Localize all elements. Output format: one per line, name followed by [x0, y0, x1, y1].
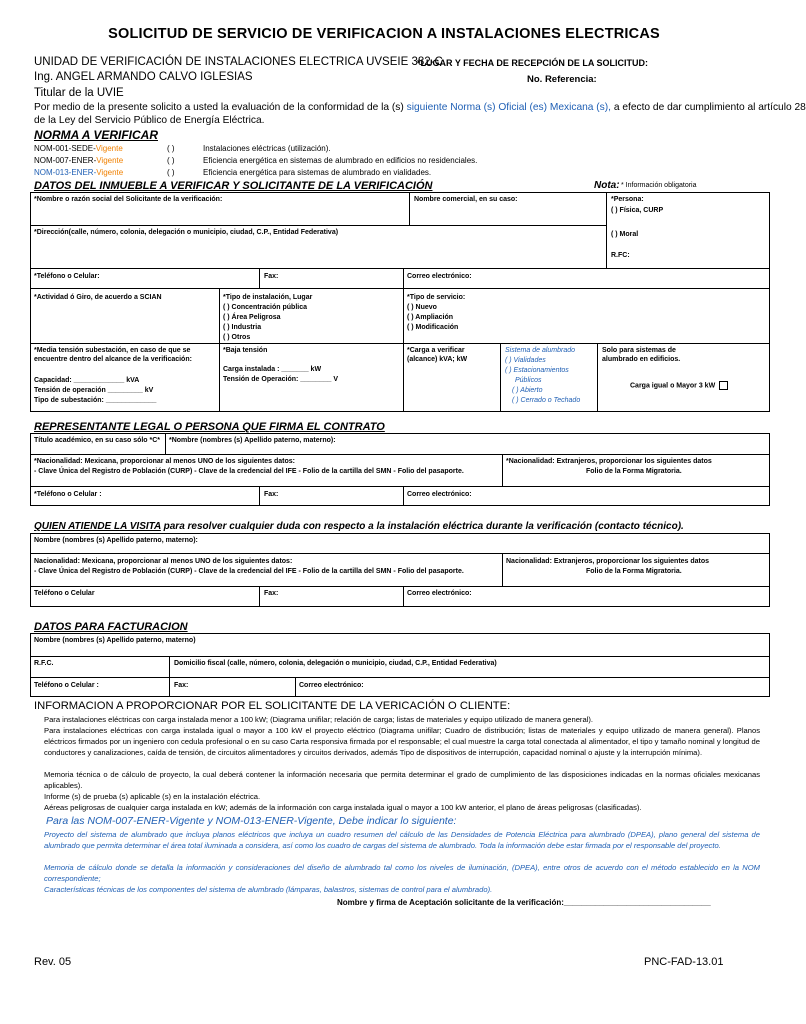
forma-migratoria-field[interactable]: Folio de la Forma Migratoria.: [586, 568, 682, 575]
tipo-serv-option[interactable]: ( ) Modificación: [407, 324, 459, 331]
norma-row-3: [34, 168, 123, 177]
norma-vigente: Vigente: [95, 144, 123, 153]
persona-moral-option[interactable]: ( ) Moral: [611, 231, 639, 238]
nacionalidad-extranjera-label: Nacionalidad: Extranjeros, proporcionar los siguientes datos: [506, 558, 710, 565]
fax-facturacion-field[interactable]: Fax:: [174, 682, 189, 689]
carga-mayor-checkbox[interactable]: [719, 381, 728, 390]
sist-option-cerrado[interactable]: ( ) Cerrado o Techado: [512, 397, 581, 404]
norma-row-1: [34, 144, 123, 153]
info-paragraph-2: Para instalaciones eléctricas con carga instalada igual o mayor a 100 kW el proyecto eléctrico (Diagrama unifilar; Cuadro de distribución; listas de materiales y equipo utilizado de manera general). Planos eléctricos firmados por un ingeniero con cedula profesional o en su caso Carta responsiva firmada por el responsable; el cual muestre la carga total conectada al alimentador, el tipo y tamaño nominal y longitud de conductores y canalizaciones, caída de tensión, de circuitos alimentadores y circuitos derivados, además Tipo de dispositivos de interrupción, capacidad nominal o ajuste y la interrupción mínima).: [44, 726, 760, 757]
info-paragraph-4: Informe (s) de prueba (s) aplicable (s) en la instalación eléctrica.: [44, 792, 261, 801]
referencia-label: No. Referencia:: [527, 74, 597, 85]
norma-row-2: [34, 156, 123, 165]
nombre-comercial-field[interactable]: Nombre comercial, en su caso:: [414, 196, 518, 203]
intro-text: Por medio de la presente solicito a usted la evaluación de la conformidad de la (s) siguiente Norma (s) Oficial (es) Mexicana (s), a efecto de dar cumplimiento al artículo 28: [34, 102, 806, 113]
titulo-academico-field[interactable]: Título académico, en su caso sólo *C*: [34, 437, 161, 444]
nombre-contacto-field[interactable]: Nombre (nombres (s) Apellido paterno, materno):: [34, 537, 198, 544]
info-paragraph-3: Memoria técnica o de cálculo de proyecto, la cual deberá contener la información necesaria que permita determinar el grado de cumplimiento de las disposiciones indicadas en la normas oficiales mexicanas aplicables).: [44, 770, 760, 790]
nombre-facturacion-field[interactable]: Nombre (nombres (s) Apellido paterno, materno): [34, 637, 196, 644]
tipo-inst-option[interactable]: ( ) Industria: [223, 324, 262, 331]
carga-instalada-field[interactable]: Carga instalada : _______ kW: [223, 366, 322, 373]
media-tension-label-2: encuentre dentro del alcance de la verificación:: [34, 356, 192, 363]
tipo-instalacion-label: *Tipo de instalación, Lugar: [223, 294, 313, 301]
norma-desc-2: Eficiencia energética en sistemas de alumbrado en edificios no residenciales.: [203, 156, 478, 165]
informacion-heading: INFORMACION A PROPORCIONAR POR EL SOLICITANTE DE LA VERICACIÓN O CLIENTE:: [34, 700, 511, 712]
fax-representante-field[interactable]: Fax:: [264, 491, 279, 498]
titular-label: Titular de la UVIE: [34, 87, 124, 99]
form-code-label: PNC-FAD-13.01: [644, 956, 724, 968]
ingeniero-name: Ing. ANGEL ARMANDO CALVO IGLESIAS: [34, 71, 253, 83]
sist-option-vialidades[interactable]: ( ) Vialidades: [505, 357, 546, 364]
nombre-representante-field[interactable]: *Nombre (nombres (s) Apellido paterno, materno):: [169, 437, 336, 444]
facturacion-heading: DATOS PARA FACTURACION: [34, 621, 188, 633]
baja-tension-label: *Baja tensión: [223, 347, 268, 354]
tipo-inst-option[interactable]: ( ) Área Peligrosa: [223, 314, 281, 321]
tipo-inst-option[interactable]: ( ) Concentración pública: [223, 304, 308, 311]
representante-heading: REPRESENTANTE LEGAL O PERSONA QUE FIRMA EL CONTRATO: [34, 421, 385, 433]
telefono-field[interactable]: *Teléfono o Celular:: [34, 273, 100, 280]
norma-code: NOM-007-ENER-: [34, 156, 97, 165]
correo-field[interactable]: Correo electrónico:: [407, 273, 472, 280]
visita-heading: QUIEN ATIENDE LA VISITA para resolver cualquier duda con respecto a la instalación eléctrica durante la verificación (contacto técnico).: [34, 521, 684, 532]
norma-desc-3: Eficiencia energética para sistemas de alumbrado en vialidades.: [203, 168, 432, 177]
telefono-representante-field[interactable]: *Teléfono o Celular :: [34, 491, 102, 498]
norma-heading: NORMA A VERIFICAR: [34, 128, 158, 142]
telefono-contacto-field[interactable]: Teléfono o Celular: [34, 590, 95, 597]
actividad-field[interactable]: *Actividad ó Giro, de acuerdo a SCIAN: [34, 294, 162, 301]
norma-code: NOM-001-SEDE-: [34, 144, 96, 153]
rfc-facturacion-field[interactable]: R.F.C.: [34, 660, 54, 667]
inmueble-heading: DATOS DEL INMUEBLE A VERIFICAR Y SOLICITANTE DE LA VERIFICACIÓN: [34, 180, 433, 192]
norma-check-2[interactable]: ( ): [167, 156, 175, 165]
direccion-field[interactable]: *Dirección(calle, número, colonia, delegación o municipio, ciudad, C.P., Entidad Federativa): [34, 229, 339, 236]
fax-contacto-field[interactable]: Fax:: [264, 590, 279, 597]
tipo-servicio-label: *Tipo de servicio:: [407, 294, 466, 301]
blue-paragraph-1: Proyecto del sistema de alumbrado que incluya planos eléctricos que incluya un cuadro resumen del cálculo de las Densidades de Potencia Eléctrica para alumbrado (DPEA), plano general del sistema de alumbrado que permita determinar el área total iluminada a considera, así como los cuadro de cargas del sistema de alumbrado. Toda la información debe estar firmada por el responsable del proyecto.: [44, 830, 760, 850]
correo-contacto-field[interactable]: Correo electrónico:: [407, 590, 472, 597]
sistema-alumbrado-label: Sistema de alumbrado: [505, 347, 576, 354]
unidad-label: UNIDAD DE VERIFICACIÓN DE INSTALACIONES ELECTRICA UVSEIE 382-C: [34, 56, 443, 68]
fax-field[interactable]: Fax:: [264, 273, 279, 280]
lugar-fecha-label: *LUGAR Y FECHA DE RECEPCIÓN DE LA SOLICITUD:: [417, 58, 649, 68]
rfc-field[interactable]: R.FC:: [611, 252, 630, 259]
blue-paragraph-3: Características técnicas de los componentes del sistema de alumbrado (lámparas, balastros, sistemas de control para el alumbrado).: [44, 885, 493, 894]
info-paragraph-5: Aéreas peligrosas de cualquier carga instalada en kW; además de la información con carga instalada igual o mayor a 100 kW anterior, el plano de áreas peligrosas (clasificadas).: [44, 803, 642, 812]
nacionalidad-mexicana-label: *Nacionalidad: Mexicana, proporcionar al menos UNO de los siguientes datos:: [34, 458, 296, 465]
tipo-serv-option[interactable]: ( ) Nuevo: [407, 304, 437, 311]
nota-text: * Información obligatoria: [621, 182, 697, 189]
info-paragraph-1: Para instalaciones eléctricas con carga instalada menor a 100 kW; (Diagrama unifilar; relación de carga; listas de materiales y equipo utilizado de manera general).: [44, 715, 594, 724]
blue-paragraph-2: Memoria de cálculo donde se detalla la información y consideraciones del diseño de alumbrado tal como los niveles de iluminación, (DPEA), entre otros de acuerdo con el método establecido en la NOM correspondiente;: [44, 863, 760, 883]
norma-desc-1: Instalaciones eléctricas (utilización).: [203, 144, 331, 153]
nacionalidad-extranjera-label: *Nacionalidad: Extranjeros, proporcionar los siguientes datos: [506, 458, 712, 465]
carga-verificar-label: *Carga a verificar: [407, 347, 465, 354]
firma-aceptacion-field[interactable]: Nombre y firma de Aceptación solicitante de la verificación:_________________________________: [337, 898, 711, 907]
tension-operacion-field[interactable]: Tensión de operación _________ kV: [34, 387, 154, 394]
sist-option-abierto[interactable]: ( ) Abierto: [512, 387, 543, 394]
media-tension-label: *Media tensión subestación, en caso de que se: [34, 347, 191, 354]
nacionalidad-mexicana-label: Nacionalidad: Mexicana, proporcionar al menos UNO de los siguientes datos:: [34, 558, 293, 565]
correo-representante-field[interactable]: Correo electrónico:: [407, 491, 472, 498]
norma-vigente: Vigente: [96, 168, 124, 177]
tipo-inst-option[interactable]: ( ) Otros: [223, 334, 251, 341]
correo-facturacion-field[interactable]: Correo electrónico:: [299, 682, 364, 689]
norma-vigente: Vigente: [96, 156, 124, 165]
telefono-facturacion-field[interactable]: Teléfono o Celular :: [34, 682, 99, 689]
domicilio-fiscal-field[interactable]: Domicilio fiscal (calle, número, colonia, delegación o municipio, ciudad, C.P., Entidad Federativa): [174, 660, 497, 667]
forma-migratoria-field[interactable]: Folio de la Forma Migratoria.: [586, 468, 682, 475]
persona-fisica-option[interactable]: ( ) Física, CURP: [611, 207, 664, 214]
persona-label: *Persona:: [611, 196, 644, 203]
revision-label: Rev. 05: [34, 956, 72, 968]
intro-text-2: de la Ley del Servicio Público de Energía Eléctrica.: [34, 115, 265, 126]
blue-requirements-heading: Para las NOM-007-ENER-Vigente y NOM-013-ENER-Vigente, Debe indicar lo siguiente:: [46, 815, 457, 827]
capacidad-field[interactable]: Capacidad: _____________ kVA: [34, 377, 140, 384]
norma-code: NOM-013-ENER-: [34, 168, 97, 177]
nombre-solicitante-field[interactable]: *Nombre o razón social del Solicitante de la verificación:: [34, 196, 223, 203]
sist-option-publicos: Públicos: [515, 377, 542, 384]
nota-label: Nota:: [594, 180, 620, 191]
norma-check-3[interactable]: ( ): [167, 168, 175, 177]
solo-edificios-label-2: alumbrado en edificios.: [602, 356, 681, 363]
carga-verificar-label-2: (alcance) kVA; kW: [407, 356, 468, 363]
tension-operacion-bt-field[interactable]: Tensión de Operación: ________ V: [223, 376, 339, 383]
tipo-subestacion-field[interactable]: Tipo de subestación: _____________: [34, 397, 157, 404]
carga-mayor-label: Carga igual o Mayor 3 kW: [630, 381, 728, 390]
solo-edificios-label: Solo para sistemas de: [602, 347, 676, 354]
sist-option-estacionamientos[interactable]: ( ) Estacionamientos: [505, 367, 569, 374]
tipo-serv-option[interactable]: ( ) Ampliación: [407, 314, 454, 321]
nacionalidad-mexicana-options[interactable]: - Clave Única del Registro de Población (CURP) - Clave de la credencial del IFE - Folio de la cartilla del SMN - Folio del pasaporte.: [34, 468, 464, 475]
nacionalidad-mexicana-options[interactable]: - Clave Única del Registro de Población (CURP) - Clave de la credencial del IFE - Folio de la cartilla del SMN - Folio del pasaporte.: [34, 568, 464, 575]
form-title: SOLICITUD DE SERVICIO DE VERIFICACION A INSTALACIONES ELECTRICAS: [108, 26, 660, 42]
norma-check-1[interactable]: ( ): [167, 144, 175, 153]
